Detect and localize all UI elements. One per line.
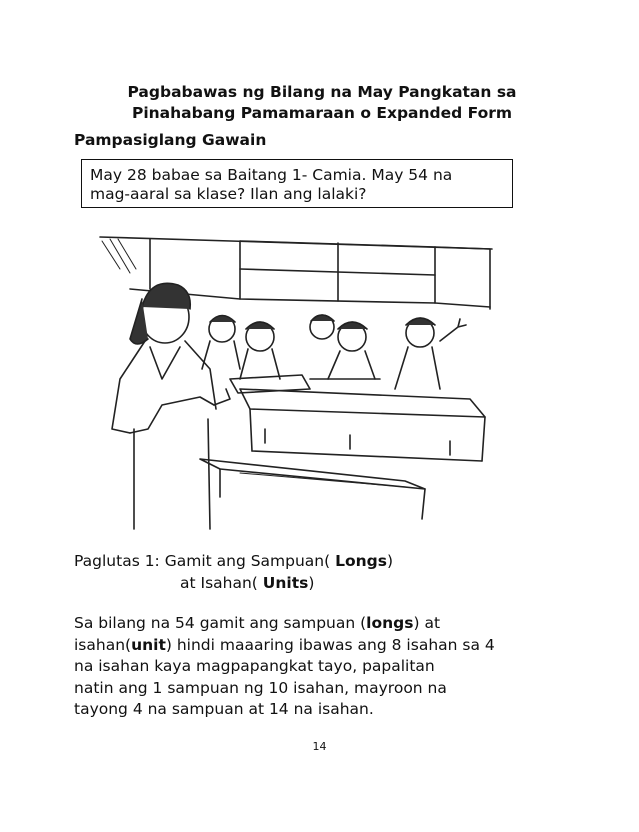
para-line-2	[74, 635, 544, 657]
para-line-1-a: Sa bilang na 54 gamit ang sampuan (	[74, 614, 367, 632]
para-line-3: na isahan kaya magpapangkat tayo, papalitan	[74, 657, 435, 675]
para-line-2-a: isahan(	[74, 635, 132, 654]
method-line-1	[74, 552, 393, 570]
problem-box	[81, 159, 513, 208]
para-line-5: tayong 4 na sampuan at 14 na isahan.	[74, 700, 374, 718]
method-line-1-prefix: Paglutas 1: Gamit ang Sampuan(	[74, 552, 336, 570]
para-line-1-b: longs	[366, 614, 414, 632]
classroom-illustration	[90, 229, 510, 534]
problem-line-2: mag-aaral sa klase? Ilan ang lalaki?	[90, 185, 367, 203]
para-line-2-b: unit	[131, 635, 166, 654]
method-line-2-suffix: )	[308, 574, 315, 592]
para-line-2-c: ) hindi maaaring ibawas ang 8 isahan sa 4	[165, 635, 495, 654]
method-heading	[74, 550, 393, 594]
method-line-2-bold: Units	[262, 574, 309, 592]
method-line-2	[74, 572, 393, 594]
method-line-2-prefix: at Isahan(	[180, 574, 263, 592]
subheading: Pampasiglang Gawain	[74, 131, 267, 149]
title-line-1: Pagbabawas ng Bilang na May Pangkatan sa	[127, 83, 517, 101]
title-line-2: Pinahabang Pamamaraan o Expanded Form	[131, 104, 513, 122]
method-line-1-bold: Longs	[335, 552, 387, 570]
para-line-1-c: ) at	[413, 614, 441, 632]
problem-line-1: May 28 babae sa Baitang 1- Camia. May 54 na	[90, 166, 453, 184]
method-line-1-suffix: )	[387, 552, 394, 570]
explanation-paragraph	[74, 613, 544, 721]
para-line-4: natin ang 1 sampuan ng 10 isahan, mayroon na	[74, 678, 447, 697]
page-title	[82, 82, 562, 124]
page-number: 14	[312, 740, 327, 753]
para-line-1	[74, 613, 544, 635]
